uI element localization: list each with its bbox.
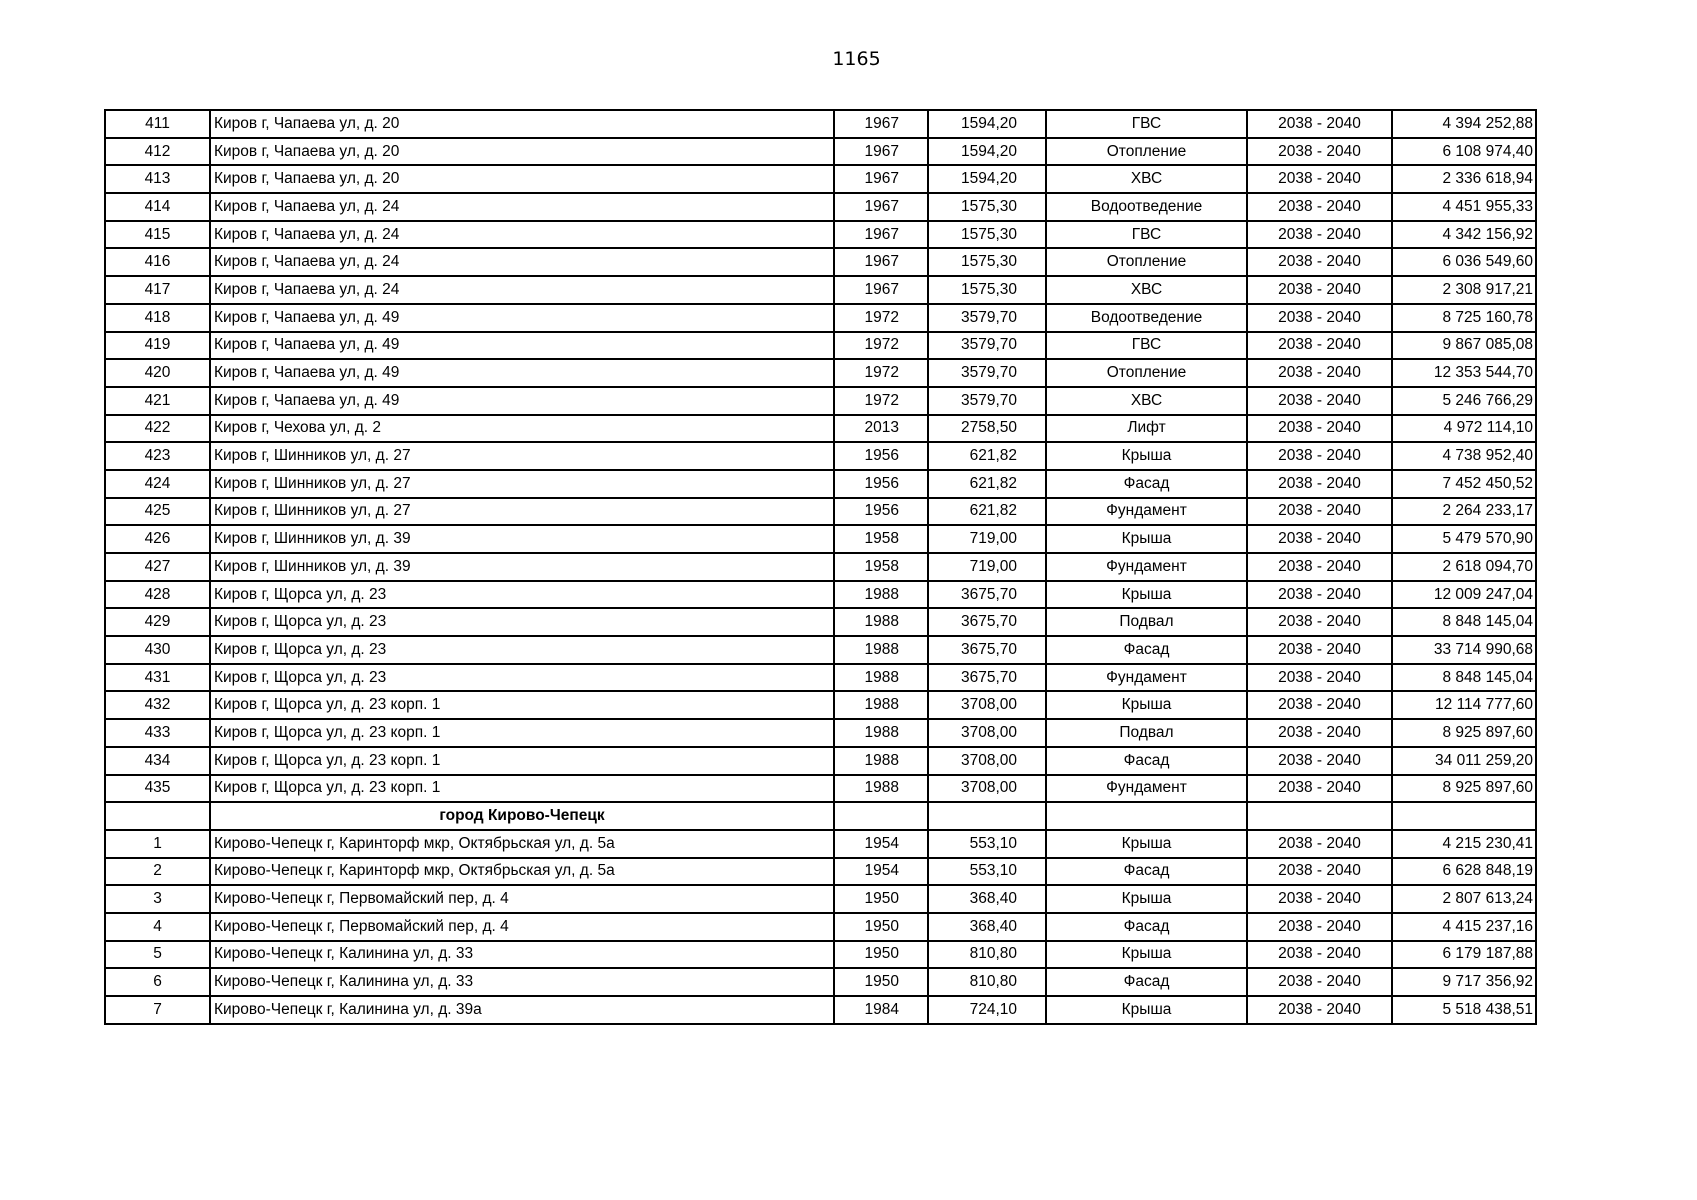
work-type-cell: ГВС	[1046, 332, 1247, 360]
address-cell: Киров г, Шинников ул, д. 27	[210, 470, 834, 498]
year-cell: 1954	[834, 830, 928, 858]
area-cell: 724,10	[928, 996, 1046, 1024]
row-number: 425	[105, 498, 210, 526]
address-cell: Киров г, Щорса ул, д. 23	[210, 636, 834, 664]
work-type-cell: ГВС	[1046, 221, 1247, 249]
year-cell: 1988	[834, 691, 928, 719]
year-cell: 1972	[834, 332, 928, 360]
section-table-body	[105, 830, 1536, 1024]
work-type-cell: Крыша	[1046, 830, 1247, 858]
year-cell: 1988	[834, 775, 928, 803]
year-cell: 1988	[834, 719, 928, 747]
page-number: 1165	[832, 48, 881, 70]
year-cell: 2013	[834, 415, 928, 443]
address-cell: Киров г, Чапаева ул, д. 24	[210, 248, 834, 276]
area-cell: 621,82	[928, 498, 1046, 526]
section-title: город Кирово-Чепецк	[210, 802, 834, 830]
area-cell: 1575,30	[928, 248, 1046, 276]
area-cell: 719,00	[928, 553, 1046, 581]
area-cell: 810,80	[928, 968, 1046, 996]
work-type-cell: Фасад	[1046, 747, 1247, 775]
period-cell: 2038 - 2040	[1247, 193, 1392, 221]
work-type-cell: ГВС	[1046, 110, 1247, 138]
row-number: 432	[105, 691, 210, 719]
table-row	[105, 415, 1536, 443]
cost-cell: 34 011 259,20	[1392, 747, 1536, 775]
year-cell: 1988	[834, 636, 928, 664]
row-number: 418	[105, 304, 210, 332]
area-cell: 3675,70	[928, 664, 1046, 692]
table-row	[105, 858, 1536, 886]
address-cell: Кирово-Чепецк г, Калинина ул, д. 33	[210, 941, 834, 969]
address-cell: Кирово-Чепецк г, Каринторф мкр, Октябрьская ул, д. 5а	[210, 830, 834, 858]
year-cell: 1967	[834, 221, 928, 249]
cost-cell: 9 717 356,92	[1392, 968, 1536, 996]
area-cell: 3579,70	[928, 387, 1046, 415]
address-cell: Киров г, Чапаева ул, д. 20	[210, 165, 834, 193]
address-cell: Киров г, Чапаева ул, д. 24	[210, 221, 834, 249]
work-type-cell: Фасад	[1046, 913, 1247, 941]
table-row	[105, 442, 1536, 470]
table-row	[105, 276, 1536, 304]
period-cell: 2038 - 2040	[1247, 387, 1392, 415]
area-cell: 2758,50	[928, 415, 1046, 443]
year-cell: 1967	[834, 138, 928, 166]
area-cell: 3708,00	[928, 691, 1046, 719]
cost-cell: 12 114 777,60	[1392, 691, 1536, 719]
period-cell: 2038 - 2040	[1247, 442, 1392, 470]
area-cell: 3708,00	[928, 775, 1046, 803]
table-row	[105, 221, 1536, 249]
cost-cell: 12 009 247,04	[1392, 581, 1536, 609]
row-number: 421	[105, 387, 210, 415]
period-cell: 2038 - 2040	[1247, 885, 1392, 913]
table-row	[105, 332, 1536, 360]
work-type-cell: Крыша	[1046, 885, 1247, 913]
row-number: 435	[105, 775, 210, 803]
table-row	[105, 885, 1536, 913]
work-type-cell: Фасад	[1046, 968, 1247, 996]
address-cell: Киров г, Чапаева ул, д. 24	[210, 193, 834, 221]
year-cell: 1967	[834, 276, 928, 304]
cost-cell: 9 867 085,08	[1392, 332, 1536, 360]
period-cell: 2038 - 2040	[1247, 470, 1392, 498]
cost-cell: 4 415 237,16	[1392, 913, 1536, 941]
table-row	[105, 193, 1536, 221]
row-number: 417	[105, 276, 210, 304]
period-cell: 2038 - 2040	[1247, 276, 1392, 304]
address-cell: Киров г, Щорса ул, д. 23 корп. 1	[210, 691, 834, 719]
period-cell: 2038 - 2040	[1247, 498, 1392, 526]
period-cell: 2038 - 2040	[1247, 165, 1392, 193]
cost-cell: 2 336 618,94	[1392, 165, 1536, 193]
year-cell: 1984	[834, 996, 928, 1024]
year-cell: 1967	[834, 248, 928, 276]
work-type-cell: Крыша	[1046, 941, 1247, 969]
period-cell: 2038 - 2040	[1247, 138, 1392, 166]
address-cell: Киров г, Чапаева ул, д. 20	[210, 138, 834, 166]
row-number: 420	[105, 359, 210, 387]
table-row	[105, 304, 1536, 332]
work-type-cell: Водоотведение	[1046, 193, 1247, 221]
year-cell: 1988	[834, 747, 928, 775]
table-row	[105, 165, 1536, 193]
area-cell: 1575,30	[928, 276, 1046, 304]
address-cell: Киров г, Чапаева ул, д. 49	[210, 304, 834, 332]
area-cell: 810,80	[928, 941, 1046, 969]
address-cell: Киров г, Чапаева ул, д. 49	[210, 332, 834, 360]
area-cell: 368,40	[928, 885, 1046, 913]
cost-cell: 6 036 549,60	[1392, 248, 1536, 276]
section-header-group	[105, 802, 1536, 830]
period-cell: 2038 - 2040	[1247, 304, 1392, 332]
year-cell: 1950	[834, 913, 928, 941]
year-cell: 1972	[834, 359, 928, 387]
work-type-cell: Фундамент	[1046, 664, 1247, 692]
row-number: 430	[105, 636, 210, 664]
address-cell: Кирово-Чепецк г, Первомайский пер, д. 4	[210, 913, 834, 941]
section-cell-empty	[1247, 802, 1392, 830]
table-row	[105, 581, 1536, 609]
section-cell-empty	[1046, 802, 1247, 830]
row-number: 423	[105, 442, 210, 470]
period-cell: 2038 - 2040	[1247, 858, 1392, 886]
row-number: 426	[105, 525, 210, 553]
year-cell: 1988	[834, 664, 928, 692]
period-cell: 2038 - 2040	[1247, 968, 1392, 996]
area-cell: 3579,70	[928, 304, 1046, 332]
period-cell: 2038 - 2040	[1247, 581, 1392, 609]
area-cell: 621,82	[928, 442, 1046, 470]
row-number: 3	[105, 885, 210, 913]
work-type-cell: Крыша	[1046, 442, 1247, 470]
work-type-cell: Водоотведение	[1046, 304, 1247, 332]
cost-cell: 4 738 952,40	[1392, 442, 1536, 470]
period-cell: 2038 - 2040	[1247, 996, 1392, 1024]
area-cell: 3708,00	[928, 719, 1046, 747]
area-cell: 719,00	[928, 525, 1046, 553]
address-cell: Киров г, Чапаева ул, д. 49	[210, 387, 834, 415]
section-cell-empty	[928, 802, 1046, 830]
cost-cell: 2 264 233,17	[1392, 498, 1536, 526]
cost-cell: 5 246 766,29	[1392, 387, 1536, 415]
table-row	[105, 830, 1536, 858]
table-row	[105, 719, 1536, 747]
year-cell: 1950	[834, 968, 928, 996]
work-type-cell: Крыша	[1046, 581, 1247, 609]
area-cell: 1575,30	[928, 221, 1046, 249]
period-cell: 2038 - 2040	[1247, 941, 1392, 969]
row-number: 422	[105, 415, 210, 443]
row-number: 419	[105, 332, 210, 360]
cost-cell: 6 179 187,88	[1392, 941, 1536, 969]
work-type-cell: Отопление	[1046, 359, 1247, 387]
work-type-cell: Фасад	[1046, 470, 1247, 498]
table-row	[105, 747, 1536, 775]
period-cell: 2038 - 2040	[1247, 248, 1392, 276]
row-number: 415	[105, 221, 210, 249]
period-cell: 2038 - 2040	[1247, 221, 1392, 249]
table-row	[105, 608, 1536, 636]
year-cell: 1972	[834, 304, 928, 332]
area-cell: 621,82	[928, 470, 1046, 498]
period-cell: 2038 - 2040	[1247, 636, 1392, 664]
area-cell: 1594,20	[928, 110, 1046, 138]
cost-cell: 2 807 613,24	[1392, 885, 1536, 913]
address-cell: Кирово-Чепецк г, Калинина ул, д. 33	[210, 968, 834, 996]
cost-cell: 4 342 156,92	[1392, 221, 1536, 249]
year-cell: 1950	[834, 941, 928, 969]
area-cell: 3708,00	[928, 747, 1046, 775]
row-number: 434	[105, 747, 210, 775]
address-cell: Киров г, Щорса ул, д. 23	[210, 664, 834, 692]
row-number: 2	[105, 858, 210, 886]
address-cell: Киров г, Щорса ул, д. 23	[210, 608, 834, 636]
section-cell-empty	[834, 802, 928, 830]
area-cell: 553,10	[928, 830, 1046, 858]
address-cell: Киров г, Щорса ул, д. 23 корп. 1	[210, 775, 834, 803]
table-row	[105, 941, 1536, 969]
row-number: 413	[105, 165, 210, 193]
area-cell: 1594,20	[928, 165, 1046, 193]
year-cell: 1956	[834, 498, 928, 526]
work-type-cell: Лифт	[1046, 415, 1247, 443]
area-cell: 368,40	[928, 913, 1046, 941]
year-cell: 1967	[834, 193, 928, 221]
section-header-row	[105, 802, 1536, 830]
cost-cell: 4 215 230,41	[1392, 830, 1536, 858]
table-row	[105, 913, 1536, 941]
year-cell: 1958	[834, 553, 928, 581]
row-number: 411	[105, 110, 210, 138]
area-cell: 1575,30	[928, 193, 1046, 221]
address-cell: Кирово-Чепецк г, Первомайский пер, д. 4	[210, 885, 834, 913]
work-type-cell: Крыша	[1046, 996, 1247, 1024]
row-number: 6	[105, 968, 210, 996]
table-row	[105, 691, 1536, 719]
period-cell: 2038 - 2040	[1247, 415, 1392, 443]
work-type-cell: Фундамент	[1046, 498, 1247, 526]
year-cell: 1972	[834, 387, 928, 415]
address-cell: Киров г, Чехова ул, д. 2	[210, 415, 834, 443]
cost-cell: 4 451 955,33	[1392, 193, 1536, 221]
work-type-cell: Отопление	[1046, 248, 1247, 276]
area-cell: 1594,20	[928, 138, 1046, 166]
cost-cell: 8 925 897,60	[1392, 719, 1536, 747]
period-cell: 2038 - 2040	[1247, 747, 1392, 775]
area-cell: 3579,70	[928, 359, 1046, 387]
table-row	[105, 636, 1536, 664]
cost-cell: 2 618 094,70	[1392, 553, 1536, 581]
table-row	[105, 968, 1536, 996]
address-cell: Киров г, Чапаева ул, д. 24	[210, 276, 834, 304]
period-cell: 2038 - 2040	[1247, 525, 1392, 553]
row-number: 412	[105, 138, 210, 166]
table-row	[105, 387, 1536, 415]
year-cell: 1967	[834, 165, 928, 193]
work-type-cell: ХВС	[1046, 165, 1247, 193]
year-cell: 1954	[834, 858, 928, 886]
table-row	[105, 138, 1536, 166]
table-row	[105, 775, 1536, 803]
period-cell: 2038 - 2040	[1247, 664, 1392, 692]
cost-cell: 33 714 990,68	[1392, 636, 1536, 664]
table-row	[105, 525, 1536, 553]
work-type-cell: Крыша	[1046, 691, 1247, 719]
row-number: 429	[105, 608, 210, 636]
cost-cell: 5 518 438,51	[1392, 996, 1536, 1024]
table-row	[105, 664, 1536, 692]
year-cell: 1988	[834, 581, 928, 609]
period-cell: 2038 - 2040	[1247, 553, 1392, 581]
row-number: 414	[105, 193, 210, 221]
year-cell: 1956	[834, 442, 928, 470]
period-cell: 2038 - 2040	[1247, 608, 1392, 636]
period-cell: 2038 - 2040	[1247, 913, 1392, 941]
row-number: 424	[105, 470, 210, 498]
address-cell: Киров г, Чапаева ул, д. 20	[210, 110, 834, 138]
year-cell: 1956	[834, 470, 928, 498]
address-cell: Киров г, Чапаева ул, д. 49	[210, 359, 834, 387]
address-cell: Киров г, Щорса ул, д. 23	[210, 581, 834, 609]
area-cell: 3675,70	[928, 608, 1046, 636]
table-row	[105, 470, 1536, 498]
year-cell: 1988	[834, 608, 928, 636]
row-number: 5	[105, 941, 210, 969]
year-cell: 1967	[834, 110, 928, 138]
row-number: 428	[105, 581, 210, 609]
row-number: 4	[105, 913, 210, 941]
work-type-cell: Крыша	[1046, 525, 1247, 553]
period-cell: 2038 - 2040	[1247, 359, 1392, 387]
work-type-cell: ХВС	[1046, 387, 1247, 415]
work-type-cell: Фундамент	[1046, 775, 1247, 803]
table-row	[105, 248, 1536, 276]
row-number: 416	[105, 248, 210, 276]
cost-cell: 6 108 974,40	[1392, 138, 1536, 166]
area-cell: 553,10	[928, 858, 1046, 886]
year-cell: 1958	[834, 525, 928, 553]
address-cell: Киров г, Щорса ул, д. 23 корп. 1	[210, 719, 834, 747]
work-type-cell: Фундамент	[1046, 553, 1247, 581]
area-cell: 3675,70	[928, 581, 1046, 609]
cost-cell: 2 308 917,21	[1392, 276, 1536, 304]
address-cell: Киров г, Шинников ул, д. 27	[210, 498, 834, 526]
address-cell: Киров г, Шинников ул, д. 39	[210, 553, 834, 581]
section-cell-empty	[1392, 802, 1536, 830]
cost-cell: 8 925 897,60	[1392, 775, 1536, 803]
address-cell: Киров г, Шинников ул, д. 39	[210, 525, 834, 553]
row-number: 7	[105, 996, 210, 1024]
period-cell: 2038 - 2040	[1247, 775, 1392, 803]
cost-cell: 8 848 145,04	[1392, 664, 1536, 692]
section-cell-empty	[105, 802, 210, 830]
period-cell: 2038 - 2040	[1247, 830, 1392, 858]
address-cell: Кирово-Чепецк г, Калинина ул, д. 39а	[210, 996, 834, 1024]
table-row	[105, 498, 1536, 526]
work-type-cell: ХВС	[1046, 276, 1247, 304]
cost-cell: 4 972 114,10	[1392, 415, 1536, 443]
row-number: 1	[105, 830, 210, 858]
work-type-cell: Подвал	[1046, 608, 1247, 636]
repair-schedule-table	[104, 109, 1537, 1025]
row-number: 431	[105, 664, 210, 692]
work-type-cell: Отопление	[1046, 138, 1247, 166]
table-row	[105, 359, 1536, 387]
cost-cell: 6 628 848,19	[1392, 858, 1536, 886]
area-cell: 3579,70	[928, 332, 1046, 360]
cost-cell: 4 394 252,88	[1392, 110, 1536, 138]
cost-cell: 5 479 570,90	[1392, 525, 1536, 553]
period-cell: 2038 - 2040	[1247, 332, 1392, 360]
table-row	[105, 996, 1536, 1024]
cost-cell: 8 725 160,78	[1392, 304, 1536, 332]
address-cell: Киров г, Шинников ул, д. 27	[210, 442, 834, 470]
address-cell: Кирово-Чепецк г, Каринторф мкр, Октябрьская ул, д. 5а	[210, 858, 834, 886]
period-cell: 2038 - 2040	[1247, 719, 1392, 747]
year-cell: 1950	[834, 885, 928, 913]
row-number: 427	[105, 553, 210, 581]
cost-cell: 8 848 145,04	[1392, 608, 1536, 636]
cost-cell: 12 353 544,70	[1392, 359, 1536, 387]
work-type-cell: Фасад	[1046, 636, 1247, 664]
table-row	[105, 110, 1536, 138]
row-number: 433	[105, 719, 210, 747]
period-cell: 2038 - 2040	[1247, 691, 1392, 719]
period-cell: 2038 - 2040	[1247, 110, 1392, 138]
table-body	[105, 110, 1536, 802]
address-cell: Киров г, Щорса ул, д. 23 корп. 1	[210, 747, 834, 775]
table-row	[105, 553, 1536, 581]
cost-cell: 7 452 450,52	[1392, 470, 1536, 498]
work-type-cell: Подвал	[1046, 719, 1247, 747]
area-cell: 3675,70	[928, 636, 1046, 664]
work-type-cell: Фасад	[1046, 858, 1247, 886]
